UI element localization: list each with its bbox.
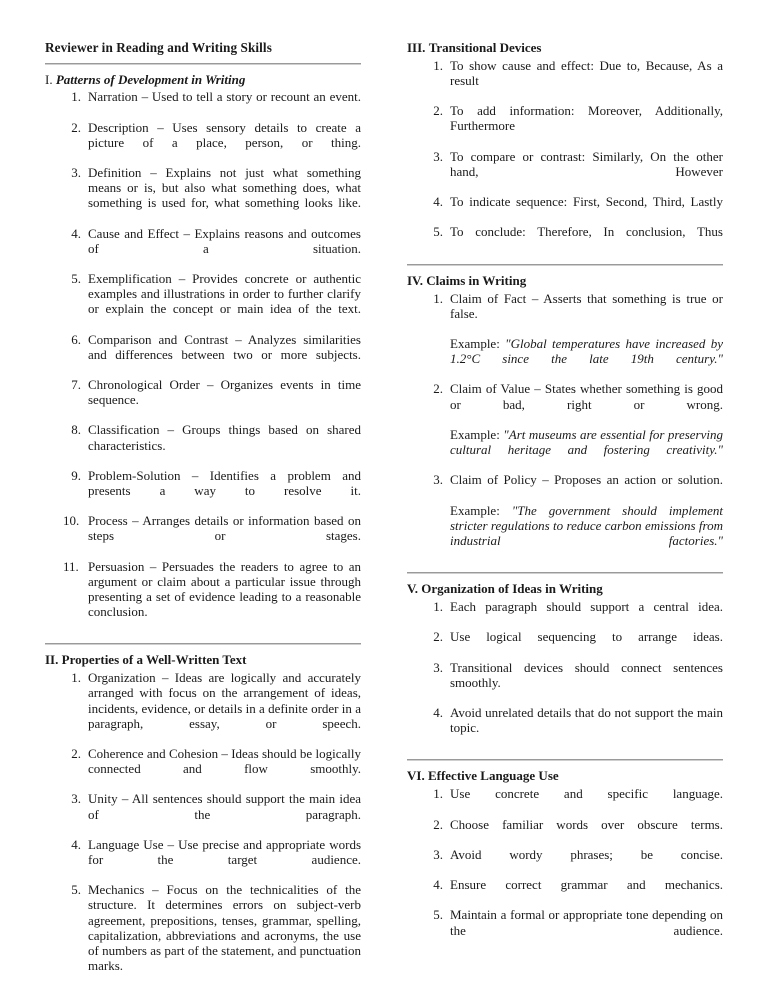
list-item-text: Definition – Explains not just what something means or is, but also what something does, what something is used for, what something looks like. xyxy=(88,165,361,211)
section-heading-claims-in-writing xyxy=(407,273,723,290)
list-item xyxy=(407,660,723,705)
list-item xyxy=(407,629,723,659)
section-claims-in-writing xyxy=(407,273,723,563)
section-number: II. xyxy=(45,652,59,668)
list-item xyxy=(407,58,723,103)
list-item-text: Classification – Groups things based on shared characteristics. xyxy=(88,422,361,453)
list-item-marker: 2. xyxy=(433,629,443,645)
list-item xyxy=(407,907,723,952)
list-item-marker: 3. xyxy=(71,165,81,181)
example-label: Example: xyxy=(450,426,500,442)
section-title: Organization of Ideas in Writing xyxy=(421,581,603,597)
section-number: IV. xyxy=(407,272,424,288)
list-item-text: Persuasion – Persuades the readers to agree to an argument or claim about a particular issue through presenting a set of evidence leading to a reasonable conclusion. xyxy=(88,558,361,620)
list-item xyxy=(45,332,361,377)
list-item-marker: 3. xyxy=(433,846,443,862)
section-title: Patterns of Development in Writing xyxy=(55,71,246,87)
two-column-body xyxy=(45,40,723,994)
list-item xyxy=(407,103,723,148)
list-item xyxy=(407,194,723,224)
page-title: Reviewer in Reading and Writing Skills xyxy=(45,40,272,55)
section-patterns-of-development-in-writing xyxy=(45,72,361,635)
section-divider-claims-in-writing xyxy=(407,264,723,266)
list-item xyxy=(45,165,361,226)
section-organization-of-ideas-in-writing xyxy=(407,581,723,750)
list-item xyxy=(45,837,361,882)
list-item-text: Avoid wordy phrases; be concise. xyxy=(450,846,723,862)
list-item-marker: 3. xyxy=(71,791,81,807)
list-item-text: Claim of Fact – Asserts that something is true or false. xyxy=(450,290,723,321)
section-item-list xyxy=(407,786,723,953)
example-line xyxy=(450,336,723,381)
example-quote: "Global temperatures have increased by 1.2°C since the late 19th century." xyxy=(450,336,723,367)
section-heading-patterns-of-development-in-writing xyxy=(45,72,361,89)
example-label: Example: xyxy=(450,336,500,352)
list-item xyxy=(45,559,361,635)
list-item xyxy=(407,149,723,194)
list-item xyxy=(45,377,361,422)
example-quote: "Art museums are essential for preserving cultural heritage and fostering creativity." xyxy=(450,426,723,458)
section-heading-properties-of-a-well-written-text xyxy=(45,652,361,669)
list-item xyxy=(45,882,361,988)
list-item-text: Coherence and Cohesion – Ideas should be logically connected and flow smoothly. xyxy=(88,746,361,777)
list-item-text: Process – Arranges details or information based on steps or stages. xyxy=(88,513,361,544)
title-divider xyxy=(45,63,361,65)
list-item xyxy=(45,670,361,746)
section-heading-transitional-devices xyxy=(407,40,723,57)
section-number: V. xyxy=(407,581,418,597)
section-effective-language-use xyxy=(407,768,723,952)
section-divider-effective-language-use xyxy=(407,759,723,761)
list-item xyxy=(407,705,723,750)
section-item-list xyxy=(407,291,723,564)
list-item-text: Claim of Policy – Proposes an action or solution. xyxy=(450,472,723,488)
left-section-list xyxy=(45,72,361,989)
list-item-marker: 1. xyxy=(433,786,443,802)
list-item-text: Exemplification – Provides concrete or authentic examples and illustrations in order to further clarify or explain the concept or main idea of the text. xyxy=(88,271,361,317)
section-item-list xyxy=(45,89,361,634)
example-label: Example: xyxy=(450,502,500,518)
list-item xyxy=(407,381,723,472)
example-line xyxy=(450,503,723,564)
list-item-text: Ensure correct grammar and mechanics. xyxy=(450,877,723,893)
list-item-text: Description – Uses sensory details to create a picture of a place, person, or thing. xyxy=(88,119,361,150)
section-heading-organization-of-ideas-in-writing xyxy=(407,581,723,598)
list-item-text: Chronological Order – Organizes events in time sequence. xyxy=(88,377,361,408)
list-item xyxy=(407,599,723,629)
list-item xyxy=(407,877,723,907)
list-item-text: Use concrete and specific language. xyxy=(450,786,723,802)
list-item-text: Claim of Value – States whether something is good or bad, right or wrong. xyxy=(450,381,723,412)
section-title: Claims in Writing xyxy=(426,272,527,288)
list-item-text: Mechanics – Focus on the technicalities of the structure. It determines errors on subject-verb agreement, prepositions, tenses, grammar, spelling, capitalization, abbreviations and acronyms, the use of numbers as part of the statement, and punctuation marks. xyxy=(88,882,361,974)
list-item xyxy=(45,791,361,836)
section-properties-of-a-well-written-text xyxy=(45,652,361,988)
list-item-marker: 1. xyxy=(71,670,81,686)
list-item xyxy=(407,817,723,847)
list-item-marker: 4. xyxy=(433,194,443,210)
section-number: I. xyxy=(45,71,53,87)
list-item-marker: 5. xyxy=(433,907,443,923)
list-item-text: Avoid unrelated details that do not support the main topic. xyxy=(450,705,723,736)
section-divider-organization-of-ideas-in-writing xyxy=(407,572,723,574)
list-item-text: To conclude: Therefore, In conclusion, Thus xyxy=(450,224,723,240)
list-item xyxy=(407,472,723,563)
example-line xyxy=(450,427,723,472)
list-item-marker: 2. xyxy=(433,816,443,832)
list-item-marker: 6. xyxy=(71,331,81,347)
list-item-text: To add information: Moreover, Additionally, Furthermore xyxy=(450,103,723,134)
section-title: Properties of a Well-Written Text xyxy=(61,652,247,668)
example-quote: "The government should implement stricter regulations to reduce carbon emissions from industrial factories." xyxy=(450,502,724,548)
list-item-marker: 3. xyxy=(433,148,443,164)
list-item xyxy=(407,786,723,816)
section-heading-effective-language-use xyxy=(407,768,723,785)
list-item-marker: 2. xyxy=(433,103,443,119)
list-item-text: Use logical sequencing to arrange ideas. xyxy=(450,629,723,645)
list-item-marker: 11. xyxy=(63,558,79,574)
right-section-list xyxy=(407,40,723,953)
list-item-marker: 1. xyxy=(433,290,443,306)
list-item-text: Comparison and Contrast – Analyzes similarities and differences between two or more subjects. xyxy=(88,331,361,362)
list-item-marker: 7. xyxy=(71,377,81,393)
list-item xyxy=(45,89,361,119)
section-item-list xyxy=(407,599,723,750)
list-item xyxy=(45,422,361,467)
list-item-marker: 1. xyxy=(433,57,443,73)
list-item-marker: 4. xyxy=(433,705,443,721)
list-item-marker: 5. xyxy=(71,882,81,898)
list-item-marker: 1. xyxy=(71,89,81,105)
list-item-text: Problem-Solution – Identifies a problem and presents a way to resolve it. xyxy=(88,467,361,499)
section-number: VI. xyxy=(407,768,425,784)
section-item-list xyxy=(45,670,361,988)
list-item-text: To show cause and effect: Due to, Because, As a result xyxy=(450,57,723,89)
list-item-marker: 4. xyxy=(433,877,443,893)
list-item-text: Maintain a formal or appropriate tone depending on the audience. xyxy=(450,907,723,938)
list-item xyxy=(45,468,361,513)
list-item-marker: 5. xyxy=(433,224,443,240)
list-item-text: To indicate sequence: First, Second, Third, Lastly xyxy=(450,194,723,210)
list-item-marker: 8. xyxy=(71,422,81,438)
list-item xyxy=(45,226,361,271)
list-item-marker: 2. xyxy=(71,746,81,762)
list-item-text: To compare or contrast: Similarly, On the other hand, However xyxy=(450,148,723,179)
left-column xyxy=(45,40,361,994)
list-item-text: Transitional devices should connect sentences smoothly. xyxy=(450,659,723,690)
section-divider-properties-of-a-well-written-text xyxy=(45,643,361,645)
list-item xyxy=(45,271,361,332)
list-item-text: Choose familiar words over obscure terms. xyxy=(450,816,723,832)
list-item-marker: 2. xyxy=(71,119,81,135)
list-item-text: Organization – Ideas are logically and accurately arranged with focus on the arrangement of ideas, incidents, evidence, or details in a definite order in a paragraph, essay, or speech. xyxy=(88,670,361,731)
list-item xyxy=(407,291,723,382)
list-item xyxy=(407,224,723,254)
list-item-text: Unity – All sentences should support the main idea of the paragraph. xyxy=(88,791,361,822)
section-title: Effective Language Use xyxy=(427,768,559,784)
list-item-text: Language Use – Use precise and appropriate words for the target audience. xyxy=(88,836,361,868)
list-item-marker: 9. xyxy=(71,467,81,483)
list-item-marker: 3. xyxy=(433,472,443,488)
section-transitional-devices xyxy=(407,40,723,255)
list-item-marker: 10. xyxy=(63,513,80,529)
list-item-marker: 4. xyxy=(71,225,81,241)
list-item-text: Cause and Effect – Explains reasons and outcomes of a situation. xyxy=(88,225,361,256)
list-item-marker: 1. xyxy=(433,599,443,615)
list-item-marker: 2. xyxy=(433,381,443,397)
list-item xyxy=(407,847,723,877)
list-item-marker: 3. xyxy=(433,659,443,675)
right-column xyxy=(407,40,723,994)
list-item xyxy=(45,513,361,558)
list-item-marker: 4. xyxy=(71,836,81,852)
list-item-text: Each paragraph should support a central idea. xyxy=(450,599,723,615)
list-item-text: Narration – Used to tell a story or recount an event. xyxy=(88,89,361,105)
list-item xyxy=(45,746,361,791)
section-item-list xyxy=(407,58,723,255)
list-item-marker: 5. xyxy=(71,271,81,287)
list-item xyxy=(45,120,361,165)
section-title: Transitional Devices xyxy=(428,40,542,55)
section-number: III. xyxy=(407,40,426,55)
